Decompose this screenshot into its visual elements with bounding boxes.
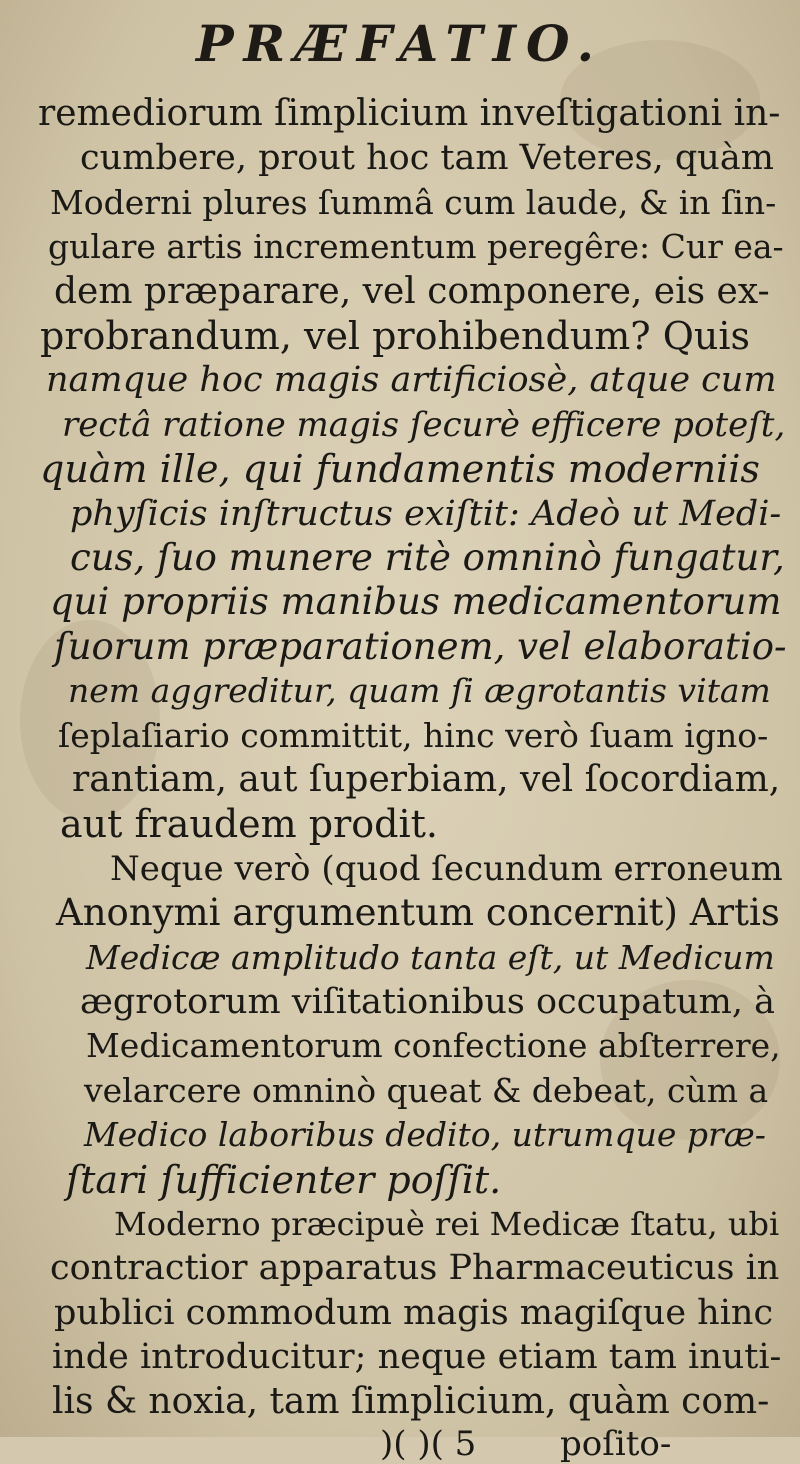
text-line: rantiam, aut ſuperbiam, vel ſocordiam, bbox=[72, 759, 781, 800]
text-line: ægrotorum viſitationibus occupatum, à bbox=[80, 982, 775, 1022]
text-line: ſtari ſufficienter poſſit. bbox=[66, 1157, 502, 1202]
text-line: publici commodum magis magiſque hinc bbox=[54, 1292, 774, 1333]
text-line: cumbere, prout hoc tam Veteres, quàm bbox=[80, 138, 774, 179]
text-line: phyſicis inſtructus exiſtit: Adeò ut Medi- bbox=[70, 493, 782, 534]
text-line: namque hoc magis artificiosè, atque cum bbox=[46, 360, 777, 401]
text-line: gulare artis incrementum peregêre: Cur ea- bbox=[48, 227, 784, 267]
text-line: Medicamentorum confectione abſterrere, bbox=[86, 1026, 781, 1066]
text-line: inde introducitur; neque etiam tam inuti- bbox=[52, 1337, 782, 1378]
text-line: qui propriis manibus medicamentorum bbox=[50, 580, 782, 624]
text-line: aut fraudem prodit. bbox=[60, 802, 438, 847]
text-line: Neque verò (quod ſecundum erroneum bbox=[110, 848, 783, 889]
text-line: Moderno præcipuè rei Medicæ ſtatu, ubi bbox=[114, 1205, 780, 1243]
text-line: ſeplaſiario committit, hinc verò ſuam igno- bbox=[58, 715, 769, 755]
text-line: probrandum, vel prohibendum? Quis bbox=[40, 314, 751, 358]
text-line: contractior apparatus Pharmaceuticus in bbox=[50, 1248, 780, 1289]
text-line: nem aggreditur, quam ſi ægrotantis vitam bbox=[68, 671, 771, 711]
text-line: rectâ ratione magis ſecurè efficere poteſt, bbox=[62, 404, 786, 445]
signature-mark: )( )( 5 bbox=[380, 1424, 477, 1464]
catchword: poſito- bbox=[560, 1424, 672, 1464]
text-line: dem præparare, vel componere, eis ex- bbox=[54, 270, 770, 312]
text-line: quàm ille, qui fundamentis moderniis bbox=[40, 447, 760, 492]
text-line: cus, ſuo munere ritè omninò fungatur, bbox=[70, 536, 785, 579]
text-line: Anonymi argumentum concernit) Artis bbox=[56, 891, 780, 935]
text-line: Medico laboribus dedito, utrumque præ- bbox=[84, 1115, 766, 1155]
text-line: remediorum ſimplicium inveſtigationi in- bbox=[38, 93, 781, 134]
text-line: Moderni plures ſummâ cum laude, & in ſin- bbox=[50, 182, 777, 222]
text-line: ſuorum præparationem, vel elaboratio- bbox=[54, 624, 787, 668]
text-line: lis & noxia, tam ſimplicium, quàm com- bbox=[52, 1380, 770, 1422]
text-line: Medicæ amplitudo tanta eſt, ut Medicum bbox=[86, 937, 775, 977]
text-line: velarcere omninò queat & debeat, cùm a bbox=[84, 1070, 769, 1110]
page-header: PRÆFATIO. bbox=[195, 14, 605, 73]
